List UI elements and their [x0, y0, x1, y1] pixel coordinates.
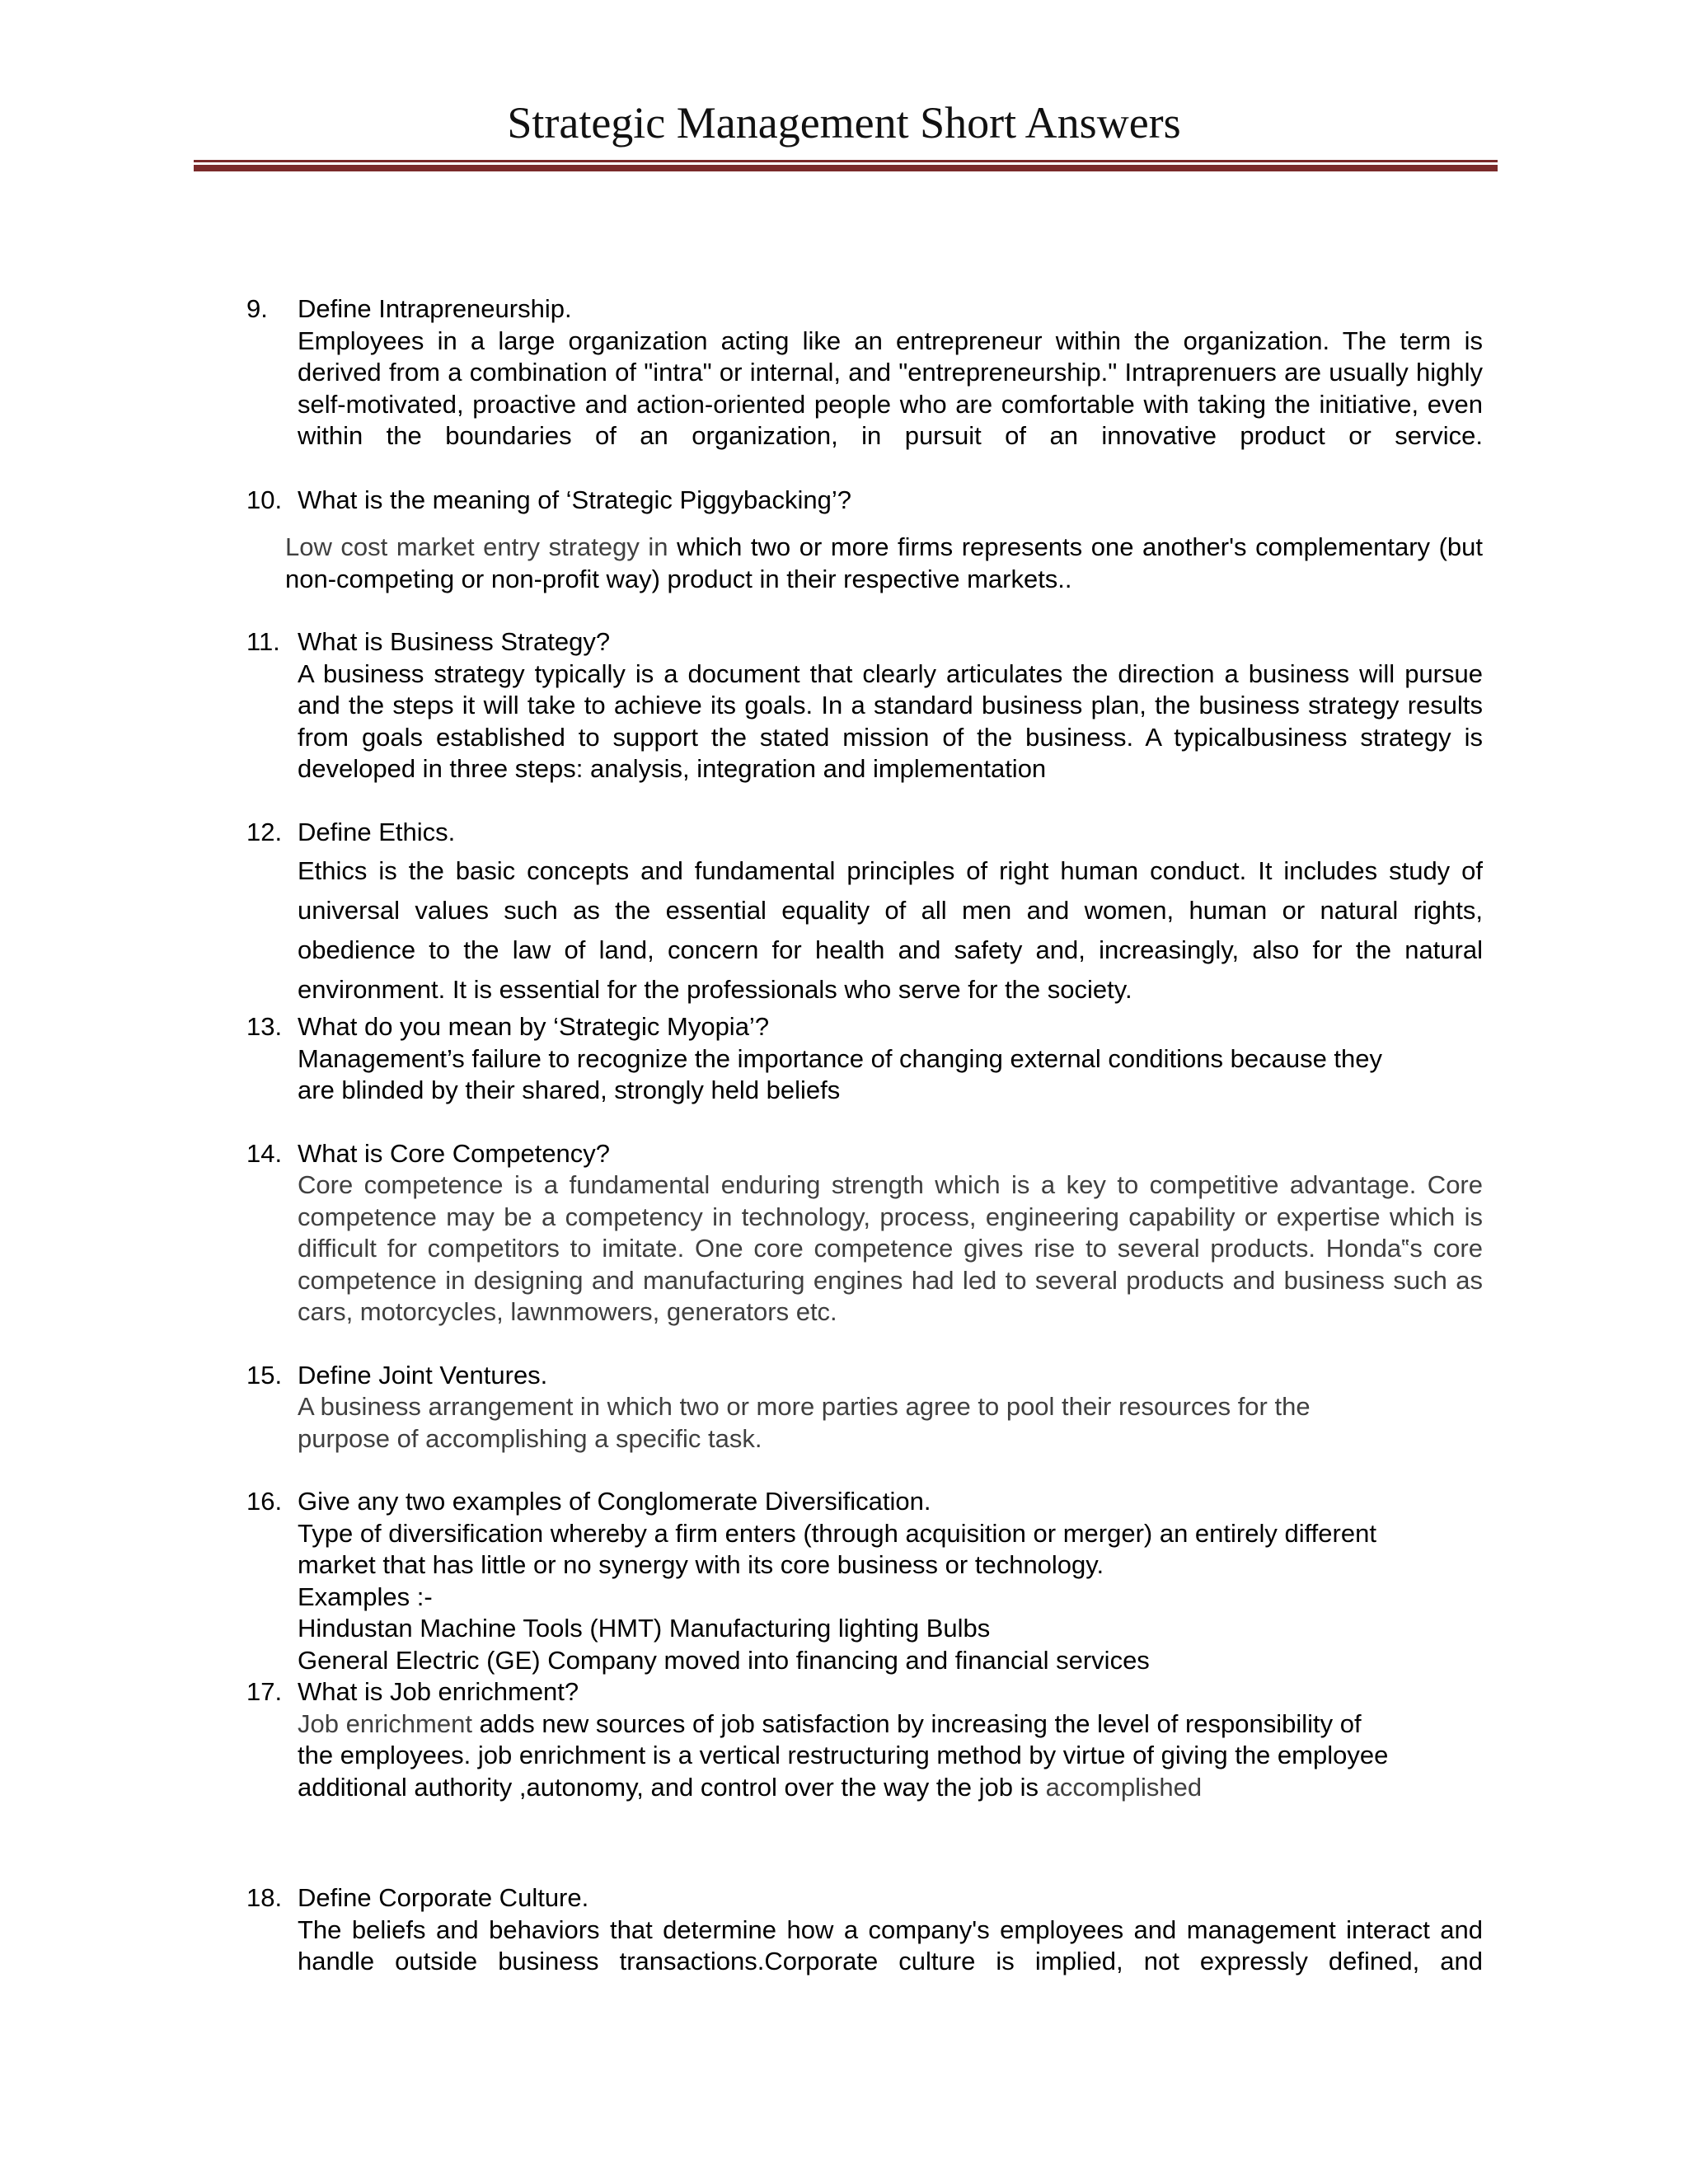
- item-number: 12.: [246, 817, 283, 846]
- qa-item-13: [246, 1011, 1483, 1107]
- answer-line: are blinded by their shared, strongly held beliefs: [298, 1076, 841, 1104]
- answer-text: Employees in a large organization acting like an entrepreneur within the organization. The term is derived from a combination of "intra" or internal, and "entrepreneurship." Intraprenuers are usually highly self-motivated, proactive and action-oriented people who are comfortable with taking the initiative, even within the boundaries of an organization, in pursuit of an innovative product or service.: [298, 326, 1483, 450]
- qa-item-12: [246, 817, 1483, 1010]
- question-text: Give any two examples of Conglomerate Diversification.: [298, 1487, 931, 1516]
- qa-item-14: [246, 1138, 1483, 1329]
- page-header-title: Strategic Management Short Answers: [507, 98, 1181, 148]
- answer-text: The beliefs and behaviors that determine how a company's employees and management interact and handle outside business transactions.Corporate culture is implied, not expressly defined, and: [298, 1915, 1483, 1975]
- answer-line: the employees. job enrichment is a vertical restructuring method by virtue of giving the employee: [298, 1741, 1389, 1769]
- item-number: 17.: [246, 1677, 283, 1706]
- example-item: General Electric (GE) Company moved into financing and financial services: [298, 1645, 1150, 1675]
- item-number: 9.: [246, 294, 268, 323]
- answer-segment: additional authority ,autonomy, and control over the way the job is: [298, 1772, 1046, 1802]
- document-body: [246, 293, 1483, 1978]
- answer-gray-segment: Low cost market entry strategy in: [285, 532, 668, 561]
- answer-gray-segment: accomplished: [1045, 1772, 1203, 1802]
- item-number: 13.: [246, 1012, 283, 1041]
- answer-line: [298, 1708, 1483, 1741]
- answer-text: Ethics is the basic concepts and fundamental principles of right human conduct. It includes study of universal values such as the essential equality of all men and women, human or natural rights, obedience to the law of land, concern for health and safety and, increasingly, also for the natural environment. It is essential for the professionals who serve for the society.: [298, 856, 1483, 1004]
- qa-item-9: [246, 293, 1483, 452]
- item-number: 10.: [246, 485, 283, 514]
- item-number: 14.: [246, 1138, 283, 1168]
- qa-item-17: [246, 1676, 1483, 1803]
- question-text: Define Corporate Culture.: [298, 1883, 589, 1912]
- question-text: What is Job enrichment?: [298, 1677, 579, 1706]
- answer-line: purpose of accomplishing a specific task.: [298, 1423, 762, 1453]
- question-text: What is Business Strategy?: [298, 627, 611, 656]
- answer-line: Type of diversification whereby a firm enters (through acquisition or merger) an entirely different: [298, 1518, 1376, 1548]
- answer-line: Management’s failure to recognize the importance of changing external conditions because they: [298, 1043, 1383, 1073]
- question-text: What do you mean by ‘Strategic Myopia’?: [298, 1012, 770, 1041]
- question-text: Define Ethics.: [298, 817, 456, 846]
- question-text: Define Joint Ventures.: [298, 1360, 548, 1390]
- qa-item-10: [246, 485, 1483, 596]
- header-rule-thin: [194, 160, 1498, 162]
- answer-rest-segment: which two or more firms represents one another's complementary (but non-competing or non-profit way) product in their respective markets..: [285, 532, 1483, 593]
- answer-text: Core competence is a fundamental enduring strength which is a key to competitive advantage. Core competence may be a competency in technology, process, engineering capability or expertise which is difficult for competitors to imitate. One core competence gives rise to several products. Honda‟s core competence in designing and manufacturing engines had led to several products and business such as cars, motorcycles, lawnmowers, generators etc.: [298, 1170, 1483, 1326]
- answer-segment: adds new sources of job satisfaction by increasing the level of responsibility of: [471, 1708, 1362, 1738]
- answer-line: market that has little or no synergy with its core business or technology.: [298, 1550, 1104, 1579]
- item-number: 15.: [246, 1360, 283, 1390]
- qa-item-15: [246, 1360, 1483, 1455]
- question-text: What is Core Competency?: [298, 1138, 611, 1168]
- qa-item-11: [246, 626, 1483, 785]
- qa-item-16: [246, 1486, 1483, 1676]
- example-item: Hindustan Machine Tools (HMT) Manufacturing lighting Bulbs: [298, 1614, 991, 1643]
- answer-line: A business arrangement in which two or more parties agree to pool their resources for the: [298, 1392, 1311, 1421]
- answer-text: A business strategy typically is a document that clearly articulates the direction a business will pursue and the steps it will take to achieve its goals. In a standard business plan, the business strategy results from goals established to support the stated mission of the business. A typicalbusiness strategy is developed in three steps: analysis, integration and implementation: [298, 658, 1483, 783]
- answer-line: [298, 1772, 1483, 1804]
- answer-text: [285, 532, 1483, 595]
- answer-gray-segment: Job enrichment: [298, 1708, 472, 1738]
- examples-label: Examples :-: [298, 1582, 433, 1611]
- item-number: 11.: [246, 627, 280, 656]
- question-text: Define Intrapreneurship.: [298, 294, 572, 323]
- item-number: 18.: [246, 1883, 283, 1912]
- item-number: 16.: [246, 1487, 283, 1516]
- header-rule-thick: [194, 165, 1498, 171]
- question-text: What is the meaning of ‘Strategic Piggybacking’?: [298, 485, 852, 514]
- qa-item-18: [246, 1882, 1483, 1978]
